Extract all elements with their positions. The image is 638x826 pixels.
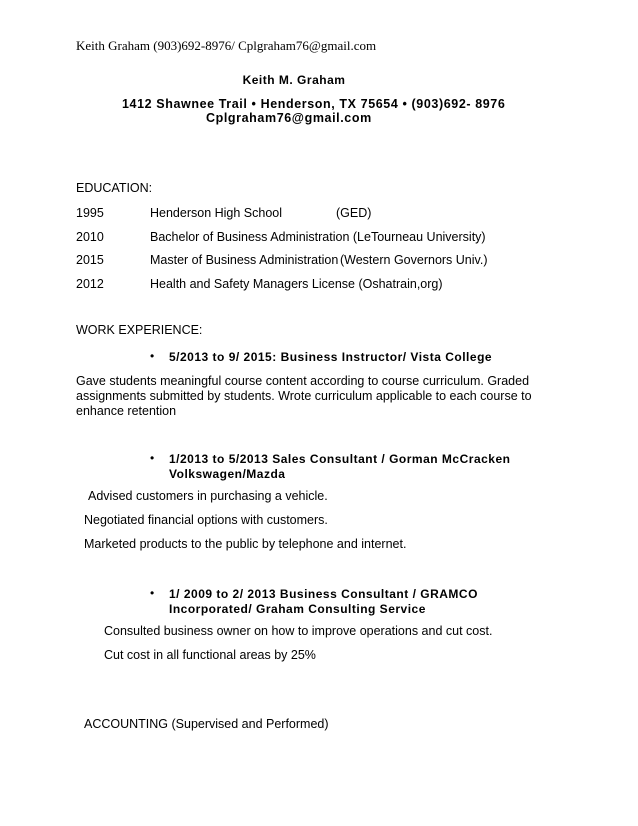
bullet-icon: • — [150, 349, 155, 363]
education-year: 2015 — [76, 253, 104, 267]
job-description: Gave students meaningful course content according to course curriculum. Graded assignments submitted by students. Wrote curriculum applicable to each course to enhance retention — [76, 374, 532, 418]
job-title-continued: Volkswagen/Mazda — [169, 467, 286, 481]
education-year: 1995 — [76, 206, 104, 220]
job-duty: Advised customers in purchasing a vehicle. — [88, 489, 328, 503]
job-title: 1/2013 to 5/2013 Sales Consultant / Gorman McCracken — [169, 452, 511, 466]
job-title: 1/ 2009 to 2/ 2013 Business Consultant / GRAMCO — [169, 587, 478, 601]
work-experience-heading: WORK EXPERIENCE: — [76, 323, 203, 337]
candidate-name: Keith M. Graham — [242, 73, 346, 87]
job-duty: Marketed products to the public by telephone and internet. — [84, 537, 407, 551]
education-entry: Health and Safety Managers License (Oshatrain,org) — [150, 277, 443, 291]
job-duty: Consulted business owner on how to improve operations and cut cost. — [104, 624, 493, 638]
education-entry: Master of Business Administration — [150, 253, 339, 267]
job-title-continued: Incorporated/ Graham Consulting Service — [169, 602, 426, 616]
education-entry: Henderson High School — [150, 206, 283, 220]
job-title: 5/2013 to 9/ 2015: Business Instructor/ Vista College — [169, 350, 493, 364]
bullet-icon: • — [150, 586, 155, 600]
accounting-heading: ACCOUNTING (Supervised and Performed) — [84, 717, 329, 731]
education-entry: Bachelor of Business Administration (LeTourneau University) — [150, 230, 486, 244]
contact-address: 1412 Shawnee Trail • Henderson, TX 75654 • (903)692- 8976 — [122, 97, 506, 111]
running-header: Keith Graham (903)692-8976/ Cplgraham76@gmail.com — [76, 38, 377, 53]
job-duty: Negotiated financial options with customers. — [84, 513, 328, 527]
education-heading: EDUCATION: — [76, 181, 153, 195]
education-year: 2010 — [76, 230, 104, 244]
contact-email: Cplgraham76@gmail.com — [206, 111, 372, 125]
bullet-icon: • — [150, 451, 155, 465]
job-duty: Cut cost in all functional areas by 25% — [104, 648, 316, 662]
education-year: 2012 — [76, 277, 104, 291]
education-entry-extra: (Western Governors Univ.) — [340, 253, 488, 267]
education-entry-extra: (GED) — [336, 206, 372, 220]
